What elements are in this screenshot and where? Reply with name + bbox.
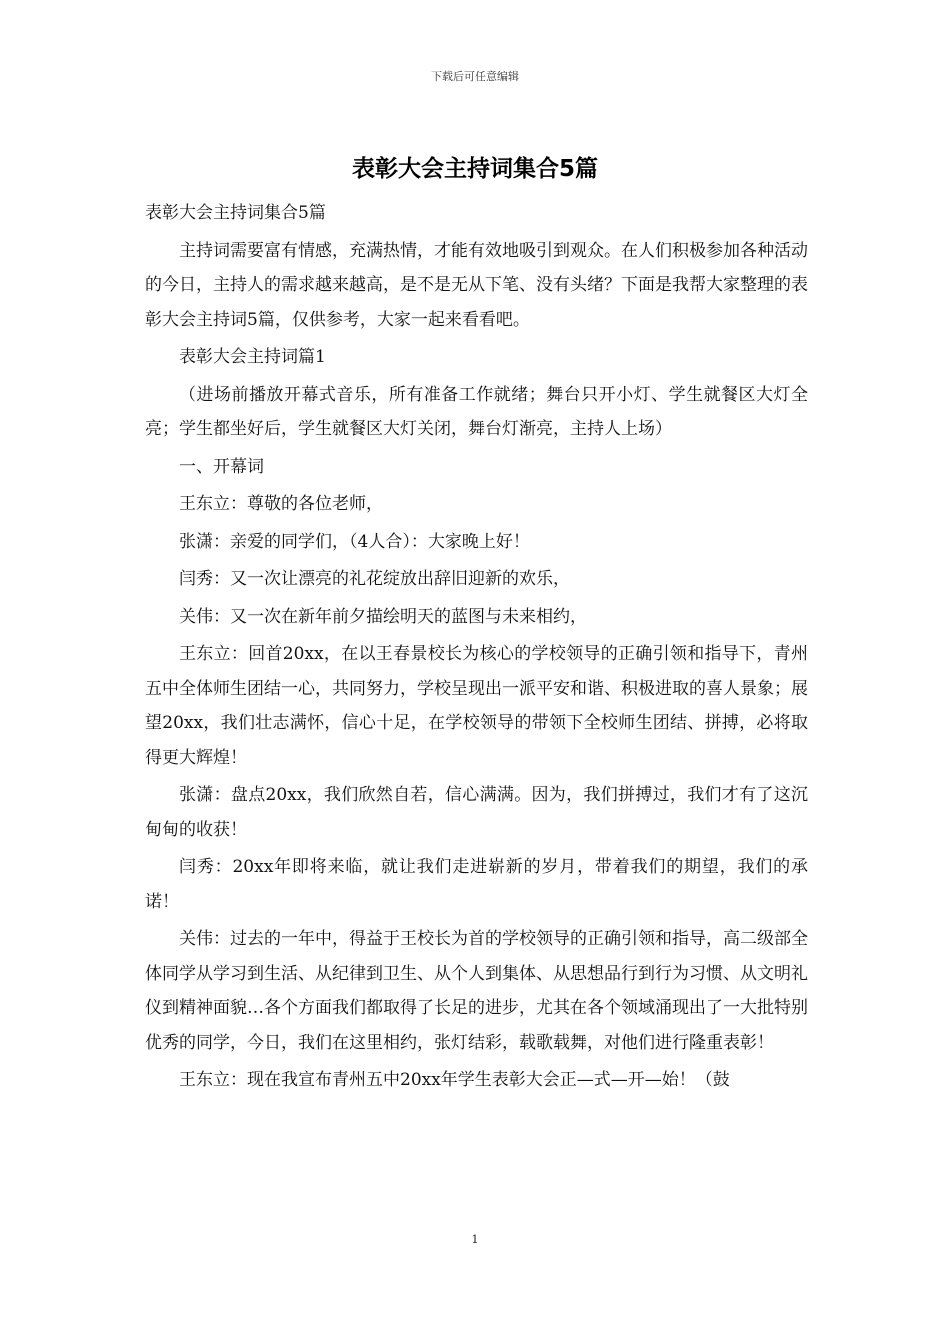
paragraph: 表彰大会主持词集合5篇 xyxy=(145,203,326,223)
document-title: 表彰大会主持词集合5篇 xyxy=(351,156,598,182)
paragraph: 关伟：过去的一年中，得益于王校长为首的学校领导的正确引领和指导，高二级部全体同学从学习到生活、从纪律到卫生、从个人到集体、从思想品行到行为习惯、从文明礼仪到精神面貌…各个方面我们都取得了长足的进步，尤其在各个领域涌现出了一大批特别优秀的同学，今日，我们在这里相约，张灯结彩，载歌载舞，对他们进行隆重表彰！ xyxy=(145,929,808,1053)
paragraph: 一、开幕词 xyxy=(179,456,264,477)
paragraph: 表彰大会主持词篇1 xyxy=(179,347,326,367)
paragraph: 关伟：又一次在新年前夕描绘明天的蓝图与未来相约， xyxy=(179,606,587,627)
paragraph: 王东立：现在我宣布青州五中20xx年学生表彰大会正—式—开—始！（鼓 xyxy=(179,1070,730,1090)
paragraph: 张潇：盘点20xx，我们欣然自若，信心满满。因为，我们拼搏过，我们才有了这沉甸甸的收获！ xyxy=(145,785,808,840)
paragraph: 闫秀：20xx年即将来临，就让我们走进崭新的岁月，带着我们的期望，我们的承诺！ xyxy=(145,857,808,912)
paragraph: 闫秀：又一次让漂亮的礼花绽放出辞旧迎新的欢乐， xyxy=(179,569,570,589)
paragraph: 张潇：亲爱的同学们，（4人合）：大家晚上好！ xyxy=(179,531,530,552)
paragraph: 王东立：尊敬的各位老师， xyxy=(179,494,383,514)
document-body xyxy=(145,196,808,1101)
header-note: 下载后可任意编辑 xyxy=(431,70,519,83)
paragraph: 主持词需要富有情感，充满热情，才能有效地吸引到观众。在人们积极参加各种活动的今日，主持人的需求越来越高，是不是无从下笔、没有头绪？下面是我帮大家整理的表彰大会主持词5篇，仅供参考，大家一起来看看吧。 xyxy=(145,240,808,330)
page-number: 1 xyxy=(471,1233,479,1246)
paragraph: 王东立：回首20xx，在以王春景校长为核心的学校领导的正确引领和指导下，青州五中全体师生团结一心，共同努力，学校呈现出一派平安和谐、积极进取的喜人景象；展望20xx，我们壮志满怀，信心十足，在学校领导的带领下全校师生团结、拼搏，必将取得更大辉煌！ xyxy=(145,644,808,768)
paragraph: （进场前播放开幕式音乐，所有准备工作就绪；舞台只开小灯、学生就餐区大灯全亮；学生都坐好后，学生就餐区大灯关闭，舞台灯渐亮，主持人上场） xyxy=(145,384,808,439)
